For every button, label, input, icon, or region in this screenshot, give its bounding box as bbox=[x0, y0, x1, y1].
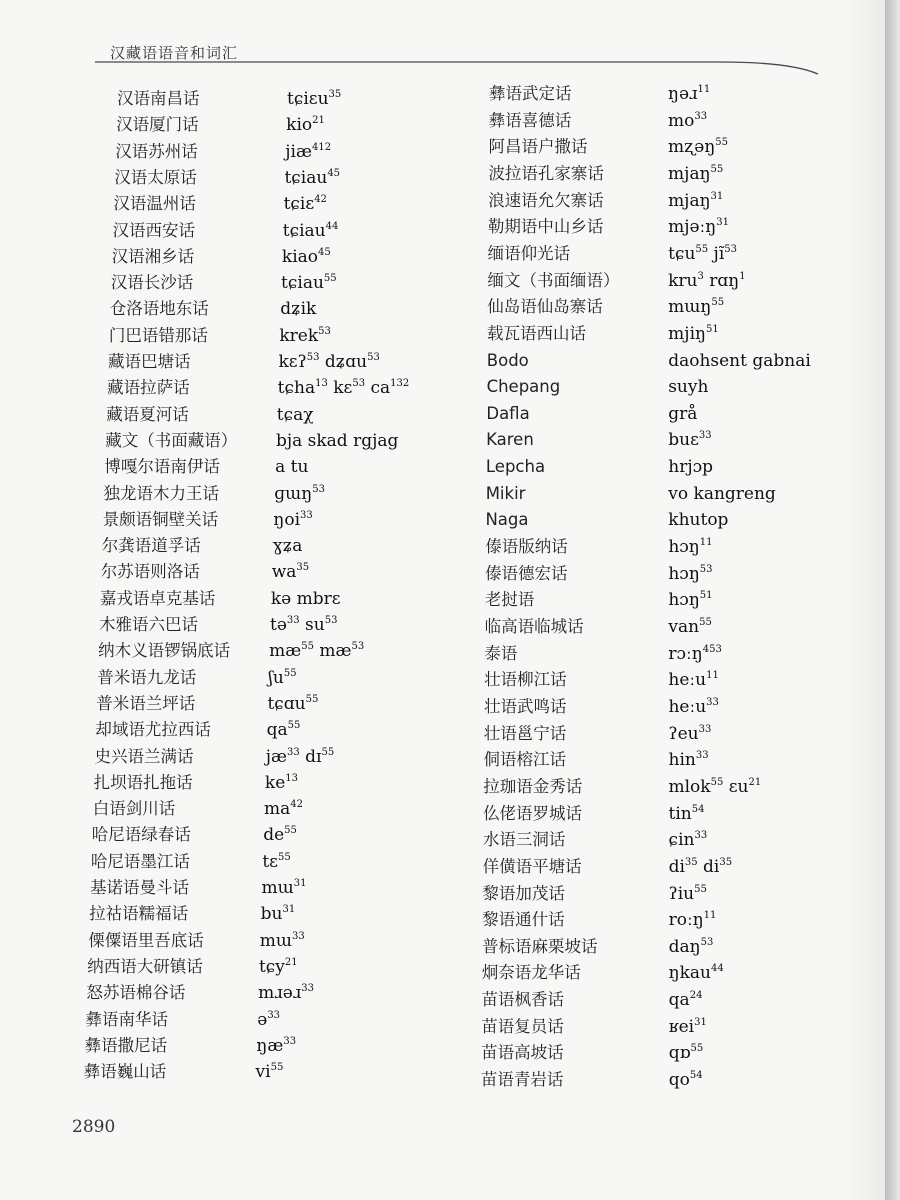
language-name: 黎语加茂话 bbox=[482, 883, 565, 903]
header-rule bbox=[0, 0, 885, 90]
language-name: 藏语夏河话 bbox=[106, 404, 189, 424]
language-name: 哈尼语绿春话 bbox=[91, 825, 191, 845]
book-spine-shadow bbox=[885, 0, 900, 1200]
word-form: mɯ$^{31}$ bbox=[261, 878, 307, 898]
language-name: 普米语兰坪话 bbox=[96, 693, 196, 713]
word-form: mʐəŋ$^{55}$ bbox=[668, 137, 729, 158]
language-name: 阿昌语户撒话 bbox=[488, 137, 588, 157]
word-form: hɔŋ$^{51}$ bbox=[668, 590, 713, 611]
word-form: tə$^{33}$ $su^{53}$ bbox=[270, 615, 338, 635]
word-form: tɛ$^{55}$ bbox=[262, 851, 291, 872]
word-form: $qa^{24}$ bbox=[668, 990, 703, 1011]
language-name: 勒期语中山乡话 bbox=[487, 217, 604, 237]
word-form: $de^{55}$ bbox=[263, 825, 297, 846]
word-form: roːŋ$^{11}$ bbox=[668, 910, 717, 931]
word-form: dʑik bbox=[280, 299, 317, 320]
word-form: $ke^{13}$ bbox=[264, 772, 298, 793]
language-name: Chepang bbox=[486, 377, 561, 397]
language-name: 傣语版纳话 bbox=[485, 537, 568, 557]
language-name: 却域语尤拉西话 bbox=[95, 720, 211, 740]
language-name: 木雅语六巴话 bbox=[99, 615, 198, 634]
language-name: 嘉戎语卓克基话 bbox=[99, 588, 216, 608]
language-name: 彝语喜德话 bbox=[488, 110, 572, 130]
language-name: 拉珈语金秀话 bbox=[483, 776, 583, 796]
word-form: ʃu$^{55}$ bbox=[268, 667, 297, 688]
word-form: qɒ$^{55}$ bbox=[668, 1043, 704, 1064]
language-name: 老挝语 bbox=[484, 590, 535, 610]
word-form: mɯŋ$^{55}$ bbox=[668, 297, 725, 318]
word-form: jiæ$^{412}$ bbox=[285, 141, 332, 162]
word-form: bja skad rgjag bbox=[275, 430, 399, 451]
language-name: 藏文（书面藏语） bbox=[105, 430, 238, 450]
word-form: tin$^{54}$ bbox=[668, 803, 705, 824]
language-name: 景颇语铜壁关话 bbox=[102, 509, 219, 529]
word-form: hin$^{33}$ bbox=[668, 750, 709, 771]
language-name: 汉语湘乡话 bbox=[111, 246, 195, 266]
language-name: 载瓦语西山话 bbox=[487, 323, 587, 343]
word-form: suyh bbox=[668, 377, 709, 398]
language-name: 尔龚语道孚话 bbox=[101, 536, 201, 556]
word-form: vo kangreng bbox=[668, 483, 776, 504]
word-form: ʔeu$^{33}$ bbox=[668, 723, 712, 744]
language-name: Bodo bbox=[486, 350, 529, 370]
word-form: $ma^{42}$ bbox=[264, 799, 304, 820]
language-name: 史兴语兰满话 bbox=[94, 746, 194, 766]
language-name: 汉语南昌话 bbox=[117, 89, 200, 108]
language-name: 汉语太原话 bbox=[114, 167, 197, 187]
word-form: $bu^{31}$ bbox=[260, 904, 296, 925]
language-name: Dafla bbox=[486, 403, 530, 423]
language-name: 苗语复员话 bbox=[481, 1016, 564, 1036]
word-form: mɯ$^{33}$ bbox=[259, 930, 305, 951]
language-name: 黎语通什话 bbox=[482, 910, 565, 930]
language-name: 汉语西安话 bbox=[112, 220, 195, 240]
word-form: daŋ$^{53}$ bbox=[668, 936, 714, 957]
word-form: $mæ^{55}$ $mæ^{53}$ bbox=[269, 641, 365, 662]
word-form: tɕy$^{21}$ bbox=[258, 956, 298, 977]
word-form: hrjɔp bbox=[668, 457, 714, 478]
word-form: $qo^{54}$ bbox=[668, 1070, 703, 1091]
language-name: 傣语德宏话 bbox=[485, 563, 568, 583]
language-name: 彝语撒尼话 bbox=[84, 1035, 168, 1055]
word-form: tɕɑu$^{55}$ bbox=[267, 693, 319, 714]
language-name: 彝语南华话 bbox=[85, 1009, 168, 1029]
language-name: 仫佬语罗城话 bbox=[483, 803, 583, 823]
language-name: 哈尼语墨江话 bbox=[90, 851, 190, 871]
word-form: tɕiau$^{45}$ bbox=[284, 167, 341, 188]
language-name: 基诺语曼斗话 bbox=[90, 878, 189, 897]
language-name: Mikir bbox=[485, 483, 526, 503]
word-form: tɕiau$^{44}$ bbox=[282, 220, 339, 241]
word-form: krek$^{53}$ bbox=[279, 325, 331, 346]
word-form: grå bbox=[668, 403, 698, 424]
language-name: 彝语巍山话 bbox=[83, 1062, 167, 1082]
word-form: heːu$^{33}$ bbox=[668, 696, 719, 717]
language-name: 汉语长沙话 bbox=[110, 273, 194, 293]
word-form: tɕiɛ$^{42}$ bbox=[283, 194, 327, 215]
language-name: 拉祜语糯福话 bbox=[89, 904, 189, 924]
word-form: ŋəɹ$^{11}$ bbox=[668, 84, 711, 104]
language-name: 博嘎尔语南伊话 bbox=[104, 457, 220, 477]
language-name: 苗语高坡话 bbox=[481, 1043, 564, 1063]
word-form: buɛ$^{33}$ bbox=[668, 430, 712, 451]
running-header: 汉藏语语音和词汇 bbox=[110, 44, 239, 62]
language-name: 独龙语木力王话 bbox=[103, 483, 219, 503]
language-name: 尔苏语则洛话 bbox=[100, 562, 200, 582]
word-form: hɔŋ$^{53}$ bbox=[668, 563, 713, 584]
language-name: 汉语温州话 bbox=[113, 194, 196, 214]
word-form: kiao$^{45}$ bbox=[281, 246, 331, 267]
language-name: 侗语榕江话 bbox=[483, 750, 566, 770]
word-form: daohsent gabnai bbox=[668, 350, 811, 371]
word-form: $mo^{33}$ bbox=[668, 110, 708, 131]
language-name: 白语剑川话 bbox=[92, 799, 176, 819]
language-name: 苗语枫香话 bbox=[481, 990, 565, 1010]
word-form: tɕaχ bbox=[276, 404, 314, 425]
language-name: 仓洛语地东话 bbox=[109, 299, 209, 319]
language-name: 壮语武鸣话 bbox=[483, 696, 567, 716]
language-name: 泰语 bbox=[484, 643, 518, 663]
word-form: $qa^{55}$ bbox=[266, 720, 301, 741]
word-form: $jæ^{33}$ dɪ$^{55}$ bbox=[265, 746, 335, 767]
language-name: 波拉语孔家寨话 bbox=[488, 163, 604, 183]
language-name: 怒苏语棉谷话 bbox=[86, 983, 186, 1003]
language-name: Lepcha bbox=[485, 457, 546, 477]
language-name: 普米语九龙话 bbox=[97, 667, 197, 687]
language-name: 傈僳语里吾底话 bbox=[88, 930, 204, 950]
language-name: 浪速语允欠寨话 bbox=[488, 190, 604, 210]
word-form: ɣʑa bbox=[272, 536, 303, 557]
word-form: mjaŋ$^{31}$ bbox=[668, 190, 724, 211]
word-form: mlok$^{55}$ ɛu$^{21}$ bbox=[668, 776, 762, 797]
word-form: khutop bbox=[668, 510, 729, 531]
language-name: 藏语拉萨话 bbox=[107, 378, 190, 398]
word-form: hɔŋ$^{11}$ bbox=[668, 537, 713, 558]
language-name: Karen bbox=[486, 430, 534, 450]
word-form: mjaŋ$^{55}$ bbox=[668, 163, 724, 184]
language-name: 藏语巴塘话 bbox=[108, 352, 191, 371]
language-name: 苗语青岩话 bbox=[480, 1070, 564, 1090]
word-form: ʔiu$^{55}$ bbox=[668, 883, 707, 904]
word-form: tɕiau$^{55}$ bbox=[281, 273, 337, 294]
word-form: rɔːŋ$^{453}$ bbox=[668, 643, 722, 664]
word-form: ʁei$^{31}$ bbox=[668, 1016, 707, 1037]
language-name: Naga bbox=[485, 510, 529, 530]
page-number: 2890 bbox=[72, 1117, 116, 1137]
language-name: 壮语邕宁话 bbox=[483, 723, 567, 743]
language-name: 门巴语错那话 bbox=[108, 325, 208, 345]
word-form: tɕu$^{55}$ $jĩ^{53}$ bbox=[668, 243, 738, 264]
language-name: 汉语厦门话 bbox=[116, 115, 199, 135]
word-form: a tu bbox=[275, 457, 309, 478]
word-form: van$^{55}$ bbox=[668, 617, 712, 637]
word-form: kru$^3$ rɑŋ$^1$ bbox=[668, 270, 746, 291]
word-form: $vi^{55}$ bbox=[255, 1062, 284, 1083]
word-form: tɕiɛu$^{35}$ bbox=[287, 89, 342, 109]
language-name: 彝语武定话 bbox=[489, 84, 572, 103]
language-name: 壮语柳江话 bbox=[484, 670, 567, 690]
language-name: 仙岛语仙岛寨话 bbox=[487, 297, 603, 317]
word-form: mɹəɹ$^{33}$ bbox=[258, 983, 315, 1004]
language-name: 临高语临城话 bbox=[484, 617, 584, 636]
word-form: ɕin$^{33}$ bbox=[668, 830, 708, 851]
language-name: 水语三洞话 bbox=[482, 830, 566, 850]
word-form: ə$^{33}$ bbox=[257, 1009, 281, 1030]
language-name: 汉语苏州话 bbox=[115, 141, 198, 161]
word-form: tɕha$^{13}$ kɛ$^{53}$ $ca^{132}$ bbox=[277, 378, 410, 399]
word-form: ŋoi$^{33}$ bbox=[273, 509, 313, 530]
language-name: 缅语仰光话 bbox=[487, 243, 571, 263]
word-form: heːu$^{11}$ bbox=[668, 670, 719, 691]
language-name: 纳木义语锣锅底话 bbox=[98, 641, 231, 661]
word-form: kɛʔ$^{53}$ dʑɑu$^{53}$ bbox=[278, 352, 380, 372]
word-form: mjiŋ$^{51}$ bbox=[668, 323, 719, 344]
word-form: $ŋæ^{33}$ bbox=[256, 1035, 297, 1056]
word-form: $wa^{35}$ bbox=[271, 562, 310, 583]
language-name: 纳西语大研镇话 bbox=[87, 956, 203, 976]
word-form: mjəːŋ$^{31}$ bbox=[668, 217, 729, 238]
language-name: 炯奈语龙华话 bbox=[481, 963, 581, 983]
language-name: 扎坝语扎拖话 bbox=[93, 772, 193, 792]
language-name: 普标语麻栗坡话 bbox=[481, 936, 598, 956]
word-form: ɡɯŋ$^{53}$ bbox=[274, 483, 325, 504]
word-form: kio$^{21}$ bbox=[286, 115, 325, 136]
word-form: $di^{35}$ $di^{35}$ bbox=[668, 856, 733, 877]
language-name: 缅文（书面缅语） bbox=[487, 270, 620, 290]
word-form: kə mbrɛ bbox=[270, 588, 341, 609]
word-form: ŋkau$^{44}$ bbox=[668, 963, 724, 984]
language-name: 佯僙语平塘话 bbox=[482, 856, 582, 876]
